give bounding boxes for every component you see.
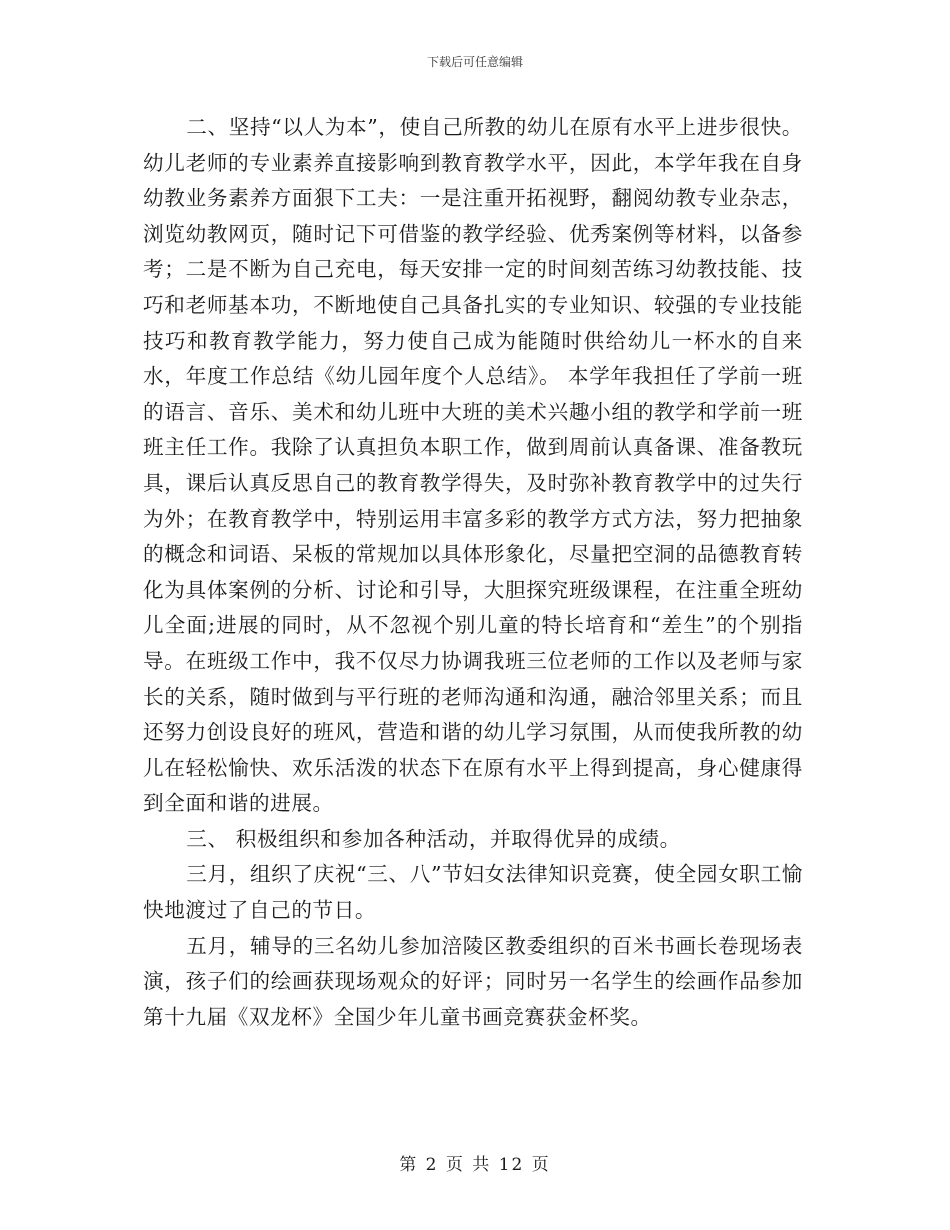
- document-body: [143, 110, 803, 1035]
- page-header-note: 下载后可任意编辑: [426, 55, 523, 69]
- paragraph-activities-heading: 三、 积极组织和参加各种活动，并取得优异的成绩。: [186, 826, 681, 851]
- paragraph-march-event: 三月，组织了庆祝“三、八”节妇女法律知识竞赛，使全园女职工愉快地渡过了自己的节日。: [143, 862, 803, 923]
- paragraph-teaching-quality: 二、坚持“以人为本”，使自己所教的幼儿在原有水平上进步很快。 幼儿老师的专业素养直接影响到教育教学水平，因此，本学年我在自身幼教业务素养方面狠下工夫：一是注重开拓视野，翻阅幼教专业杂志，浏览幼教网页，随时记下可借鉴的教学经验、优秀案例等材料，以备参考；二是不断为自己充电，每天安排一定的时间刻苦练习幼教技能、技巧和老师基本功，不断地使自己具备扎实的专业知识、较强的专业技能技巧和教育教学能力，努力使自己成为能随时供给幼儿一杯水的自来水，年度工作总结《幼儿园年度个人总结》。 本学年我担任了学前一班的语言、音乐、美术和幼儿班中大班的美术兴趣小组的教学和学前一班班主任工作。我除了认真担负本职工作，做到周前认真备课、准备教玩具，课后认真反思自己的教育教学得失，及时弥补教育教学中的过失行为外；在教育教学中，特别运用丰富多彩的教学方式方法，努力把抽象的概念和词语、呆板的常规加以具体形象化，尽量把空洞的品德教育转化为具体案例的分析、讨论和引导，大胆探究班级课程，在注重全班幼儿全面;进展的同时，从不忽视个别儿童的特长培育和“差生”的个别指导。在班级工作中，我不仅尽力协调我班三位老师的工作以及老师与家长的关系，随时做到与平行班的老师沟通和沟通，融洽邻里关系；而且还努力创设良好的班风，营造和谐的幼儿学习氛围，从而使我所教的幼儿在轻松愉快、欢乐活泼的状态下在原有水平上得到提高，身心健康得到全面和谐的进展。: [143, 115, 803, 816]
- paragraph-may-event: 五月，辅导的三名幼儿参加涪陵区教委组织的百米书画长卷现场表演，孩子们的绘画获现场观众的好评；同时另一名学生的绘画作品参加第十九届《双龙杯》全国少年儿童书画竞赛获金杯奖。: [143, 933, 803, 1029]
- page-number: 第 2 页 共 12 页: [399, 1155, 551, 1175]
